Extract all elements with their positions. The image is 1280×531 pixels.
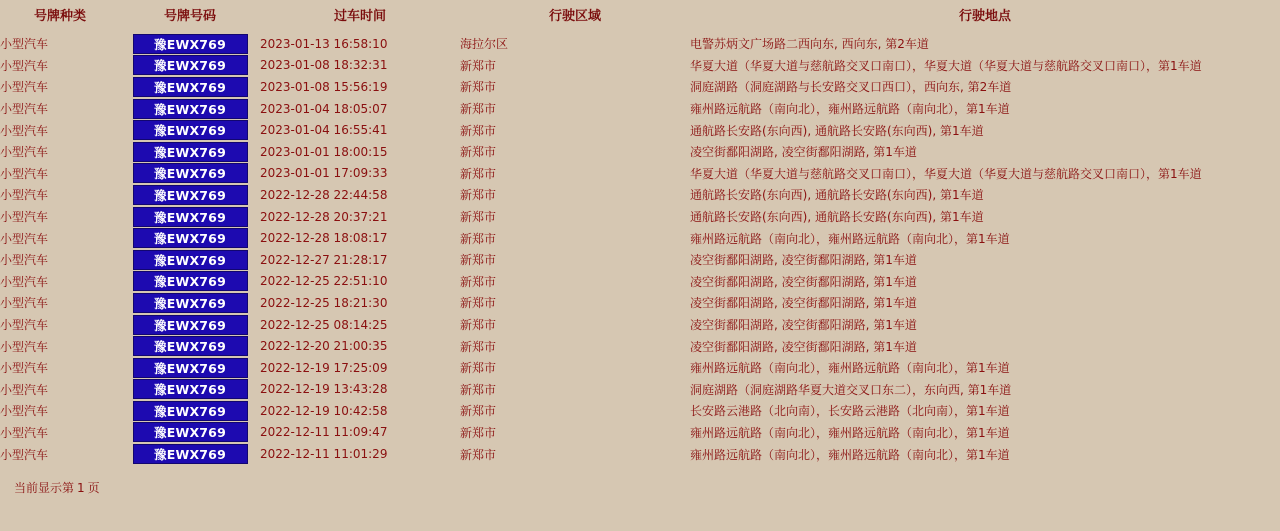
cell-area: 新郑市 — [460, 318, 497, 333]
cell-location: 雍州路远航路（南向北），雍州路远航路（南向北），第1车道 — [690, 425, 1010, 440]
cell-area: 新郑市 — [460, 145, 497, 160]
cell-pass-time: 2023-01-01 18:00:15 — [260, 144, 388, 159]
plate-badge[interactable]: 豫EWX769 — [133, 228, 248, 248]
cell-area: 新郑市 — [460, 339, 497, 354]
table-row — [0, 314, 1280, 336]
plate-badge[interactable]: 豫EWX769 — [133, 315, 248, 335]
cell-plate-number — [120, 357, 260, 379]
table-row — [0, 357, 1280, 379]
plate-badge[interactable]: 豫EWX769 — [133, 250, 248, 270]
column-header-pass-time: 过车时间 — [333, 9, 386, 24]
cell-location: 凌空街鄱阳湖路, 凌空街鄱阳湖路, 第1车道 — [690, 339, 917, 354]
cell-area: 新郑市 — [460, 80, 497, 95]
cell-pass-time: 2022-12-28 22:44:58 — [260, 187, 388, 202]
cell-plate-number — [120, 163, 260, 185]
cell-location: 华夏大道（华夏大道与慈航路交叉口南口），华夏大道（华夏大道与慈航路交叉口南口），第1车道 — [690, 58, 1202, 73]
plate-badge[interactable]: 豫EWX769 — [133, 358, 248, 378]
cell-plate-number — [120, 249, 260, 271]
cell-plate-type: 小型汽车 — [0, 253, 49, 268]
cell-location: 凌空街鄱阳湖路, 凌空街鄱阳湖路, 第1车道 — [690, 145, 917, 160]
cell-plate-number — [120, 271, 260, 293]
table-row — [0, 76, 1280, 98]
cell-area: 新郑市 — [460, 253, 497, 268]
cell-location: 凌空街鄱阳湖路, 凌空街鄱阳湖路, 第1车道 — [690, 274, 917, 289]
table-row — [0, 119, 1280, 141]
cell-plate-number — [120, 400, 260, 422]
cell-area: 新郑市 — [460, 166, 497, 181]
cell-pass-time: 2023-01-04 18:05:07 — [260, 101, 388, 116]
cell-area: 新郑市 — [460, 58, 497, 73]
cell-plate-number — [120, 292, 260, 314]
cell-plate-number — [120, 422, 260, 444]
pagination-status — [14, 479, 100, 496]
plate-badge[interactable]: 豫EWX769 — [133, 271, 248, 291]
cell-plate-number — [120, 206, 260, 228]
cell-plate-number — [120, 76, 260, 98]
table-row — [0, 271, 1280, 293]
cell-plate-type: 小型汽车 — [0, 166, 49, 181]
cell-area: 新郑市 — [460, 425, 497, 440]
cell-location: 电警苏炳文广场路二西向东, 西向东, 第2车道 — [690, 37, 929, 52]
cell-pass-time: 2022-12-28 18:08:17 — [260, 231, 388, 246]
plate-badge[interactable]: 豫EWX769 — [133, 55, 248, 75]
cell-plate-type: 小型汽车 — [0, 425, 49, 440]
cell-plate-number — [120, 98, 260, 120]
cell-location: 凌空街鄱阳湖路, 凌空街鄱阳湖路, 第1车道 — [690, 253, 917, 268]
cell-plate-type: 小型汽车 — [0, 37, 49, 52]
cell-plate-number — [120, 335, 260, 357]
cell-pass-time: 2023-01-08 15:56:19 — [260, 79, 388, 94]
cell-plate-number — [120, 119, 260, 141]
cell-pass-time: 2023-01-13 16:58:10 — [260, 36, 388, 51]
cell-pass-time: 2023-01-08 18:32:31 — [260, 58, 388, 73]
plate-badge[interactable]: 豫EWX769 — [133, 142, 248, 162]
table-row — [0, 335, 1280, 357]
plate-badge[interactable]: 豫EWX769 — [133, 422, 248, 442]
cell-pass-time: 2022-12-19 17:25:09 — [260, 360, 388, 375]
column-header-plate-type: 号牌种类 — [33, 9, 86, 24]
cell-plate-type: 小型汽车 — [0, 102, 49, 117]
cell-pass-time: 2022-12-19 10:42:58 — [260, 403, 388, 418]
cell-location: 长安路云港路（北向南），长安路云港路（北向南），第1车道 — [690, 404, 1010, 419]
pagination-suffix: 页 — [87, 481, 100, 495]
cell-plate-type: 小型汽车 — [0, 58, 49, 73]
cell-area: 新郑市 — [460, 404, 497, 419]
plate-badge[interactable]: 豫EWX769 — [133, 163, 248, 183]
table-row — [0, 55, 1280, 77]
cell-area: 新郑市 — [460, 102, 497, 117]
cell-pass-time: 2022-12-25 22:51:10 — [260, 274, 388, 289]
table-row — [0, 292, 1280, 314]
cell-plate-type: 小型汽车 — [0, 339, 49, 354]
plate-badge[interactable]: 豫EWX769 — [133, 34, 248, 54]
pagination-prefix: 当前显示第 — [14, 481, 75, 495]
cell-plate-type: 小型汽车 — [0, 145, 49, 160]
plate-badge[interactable]: 豫EWX769 — [133, 207, 248, 227]
cell-plate-number — [120, 443, 260, 465]
cell-pass-time: 2022-12-25 18:21:30 — [260, 295, 388, 310]
cell-pass-time: 2022-12-11 11:09:47 — [260, 425, 388, 440]
plate-badge[interactable]: 豫EWX769 — [133, 444, 248, 464]
cell-pass-time: 2023-01-04 16:55:41 — [260, 123, 388, 138]
cell-location: 雍州路远航路（南向北），雍州路远航路（南向北），第1车道 — [690, 447, 1010, 462]
cell-pass-time: 2022-12-11 11:01:29 — [260, 447, 388, 462]
cell-plate-type: 小型汽车 — [0, 188, 49, 203]
cell-area: 新郑市 — [460, 361, 497, 376]
cell-plate-number — [120, 379, 260, 401]
cell-plate-type: 小型汽车 — [0, 382, 49, 397]
cell-area: 新郑市 — [460, 447, 497, 462]
plate-badge[interactable]: 豫EWX769 — [133, 185, 248, 205]
cell-area: 新郑市 — [460, 382, 497, 397]
table-row — [0, 443, 1280, 465]
cell-plate-type: 小型汽车 — [0, 404, 49, 419]
cell-plate-type: 小型汽车 — [0, 447, 49, 462]
cell-location: 洞庭湖路（洞庭湖路与长安路交叉口西口），西向东, 第2车道 — [690, 80, 1012, 95]
cell-area: 新郑市 — [460, 296, 497, 311]
table-row — [0, 400, 1280, 422]
pagination-page-number: 1 — [77, 481, 85, 495]
cell-location: 洞庭湖路（洞庭湖路华夏大道交叉口东二），东向西, 第1车道 — [690, 382, 1012, 397]
table-header-row — [0, 0, 1280, 33]
cell-plate-type: 小型汽车 — [0, 274, 49, 289]
cell-plate-type: 小型汽车 — [0, 210, 49, 225]
cell-plate-number — [120, 184, 260, 206]
cell-location: 凌空街鄱阳湖路, 凌空街鄱阳湖路, 第1车道 — [690, 318, 917, 333]
table-row — [0, 98, 1280, 120]
cell-location: 雍州路远航路（南向北），雍州路远航路（南向北），第1车道 — [690, 361, 1010, 376]
plate-badge[interactable]: 豫EWX769 — [133, 77, 248, 97]
table-row — [0, 184, 1280, 206]
table-row — [0, 141, 1280, 163]
cell-location: 通航路长安路(东向西), 通航路长安路(东向西), 第1车道 — [690, 123, 984, 138]
cell-location: 通航路长安路(东向西), 通航路长安路(东向西), 第1车道 — [690, 188, 984, 203]
cell-plate-type: 小型汽车 — [0, 361, 49, 376]
cell-location: 凌空街鄱阳湖路, 凌空街鄱阳湖路, 第1车道 — [690, 296, 917, 311]
table-row — [0, 422, 1280, 444]
table-row — [0, 249, 1280, 271]
cell-area: 新郑市 — [460, 274, 497, 289]
cell-plate-type: 小型汽车 — [0, 231, 49, 246]
plate-badge[interactable]: 豫EWX769 — [133, 99, 248, 119]
cell-pass-time: 2022-12-19 13:43:28 — [260, 382, 388, 397]
table-row — [0, 163, 1280, 185]
table-row — [0, 206, 1280, 228]
plate-badge[interactable]: 豫EWX769 — [133, 120, 248, 140]
table-row — [0, 379, 1280, 401]
cell-plate-type: 小型汽车 — [0, 296, 49, 311]
plate-badge[interactable]: 豫EWX769 — [133, 401, 248, 421]
cell-pass-time: 2022-12-20 21:00:35 — [260, 339, 388, 354]
plate-badge[interactable]: 豫EWX769 — [133, 336, 248, 356]
table-body — [0, 33, 1280, 465]
cell-plate-type: 小型汽车 — [0, 123, 49, 138]
cell-area: 新郑市 — [460, 210, 497, 225]
cell-pass-time: 2023-01-01 17:09:33 — [260, 166, 388, 181]
cell-plate-type: 小型汽车 — [0, 80, 49, 95]
column-header-location: 行驶地点 — [958, 9, 1011, 24]
table-header — [0, 0, 1280, 33]
cell-pass-time: 2022-12-28 20:37:21 — [260, 209, 388, 224]
column-header-plate-number: 号牌号码 — [163, 9, 216, 24]
cell-pass-time: 2022-12-27 21:28:17 — [260, 252, 388, 267]
cell-location: 雍州路远航路（南向北），雍州路远航路（南向北），第1车道 — [690, 231, 1010, 246]
table-row — [0, 33, 1280, 55]
cell-plate-number — [120, 33, 260, 55]
cell-area: 新郑市 — [460, 231, 497, 246]
cell-location: 雍州路远航路（南向北），雍州路远航路（南向北），第1车道 — [690, 102, 1010, 117]
plate-badge[interactable]: 豫EWX769 — [133, 379, 248, 399]
cell-plate-number — [120, 314, 260, 336]
cell-location: 通航路长安路(东向西), 通航路长安路(东向西), 第1车道 — [690, 210, 984, 225]
cell-pass-time: 2022-12-25 08:14:25 — [260, 317, 388, 332]
cell-location: 华夏大道（华夏大道与慈航路交叉口南口），华夏大道（华夏大道与慈航路交叉口南口），第1车道 — [690, 166, 1202, 181]
cell-area: 新郑市 — [460, 123, 497, 138]
cell-area: 新郑市 — [460, 188, 497, 203]
plate-badge[interactable]: 豫EWX769 — [133, 293, 248, 313]
table-row — [0, 227, 1280, 249]
cell-area: 海拉尔区 — [460, 37, 509, 52]
cell-plate-number — [120, 55, 260, 77]
cell-plate-number — [120, 141, 260, 163]
cell-plate-type: 小型汽车 — [0, 318, 49, 333]
column-header-area: 行驶区域 — [548, 9, 601, 24]
cell-plate-number — [120, 227, 260, 249]
